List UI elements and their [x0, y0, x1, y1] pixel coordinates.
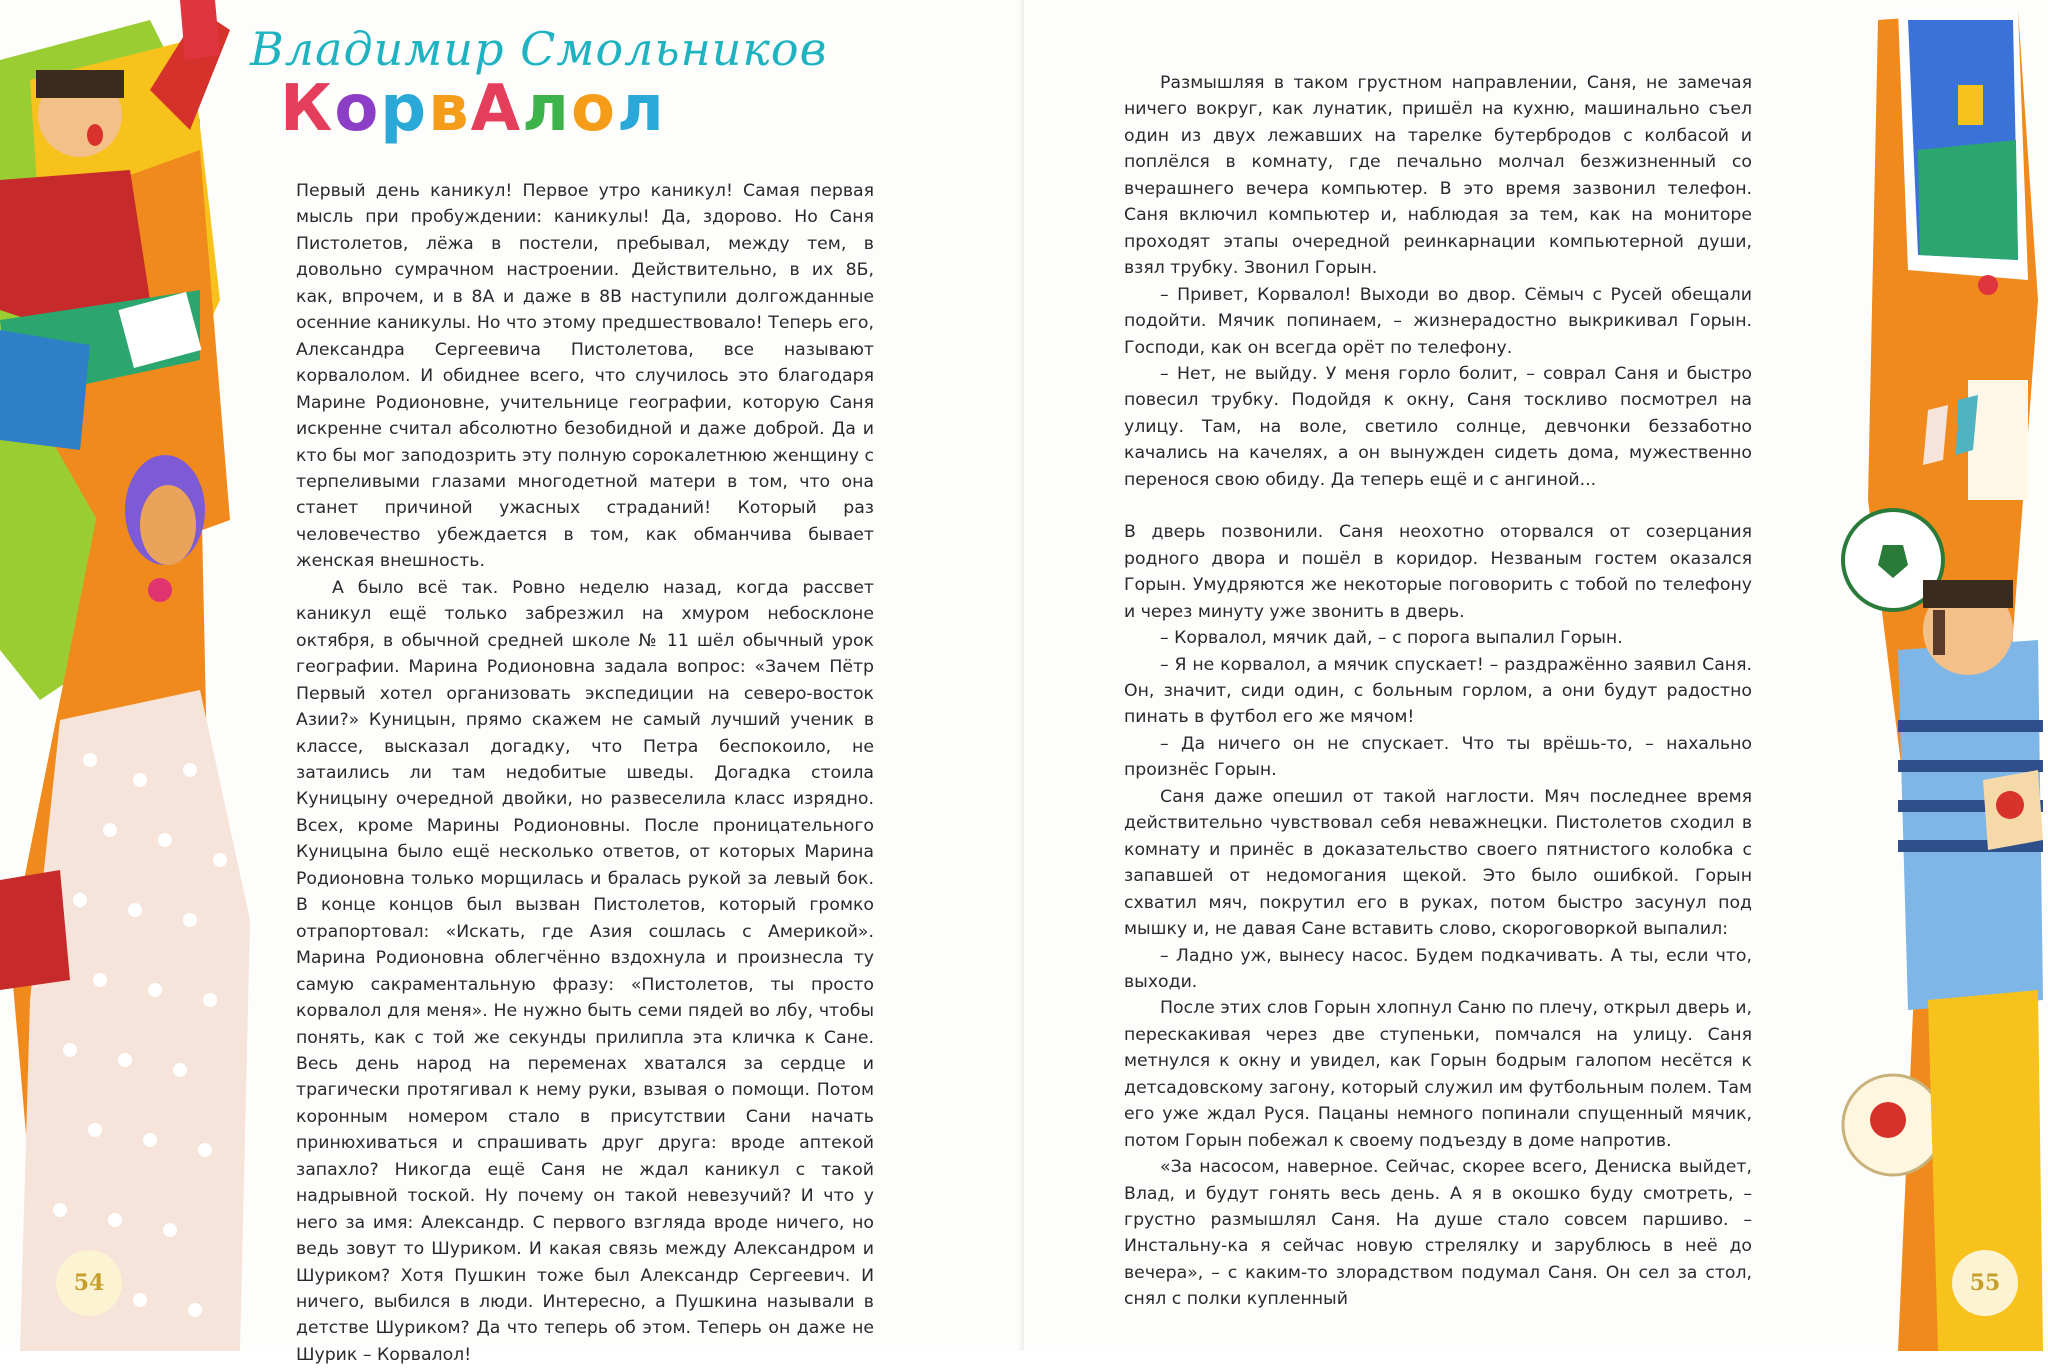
paragraph: Размышляя в таком грустном направлении, Саня, не замечая ничего вокруг, как лунатик, пришёл на кухню, машинально съел один из двух лежавших на тарелке бутербродов с колбасой и поплёлся в комнату, где печально молчал безжизненный со вчерашнего вечера компьютер. В это время зазвонил телефон. Саня включил компьютер и, наблюдая за тем, как на мониторе проходят этапы очередной реинкарнации компьютерной души, взял трубку. Звонил Горын. [1124, 73, 1752, 279]
red-book [0, 870, 70, 990]
title-letter: р [380, 72, 429, 146]
paragraph: Первый день каникул! Первое утро каникул! Самая первая мысль при пробуждении: каникулы! Да, здорово. Но Саня Пистолетов, лёжа в постели, пребывал, между тем, в довольно сумрачном настроении. Действительно, в их 8Б, как, впрочем, и в 8А и даже в 8В наступили долгожданные осенние каникулы. Но что этому предшествовало! Теперь его, Александра Сергеевича Пистолетова, все называют корвалолом. И обиднее всего, что случилось это благодаря Марине Родионовне, учительнице географии, которую Саня искренне считал абсолютно безобидной и даже доброй. Да и кто бы мог заподозрить эту полную сорокалетнюю женщину с терпеливыми глазами многодетной матери в том, что она станет причиной ужасных страданий! Который раз человечество убеждается в том, как обманчива бывает женская внешность. [296, 181, 874, 572]
title-letter: К [280, 72, 335, 146]
paragraph: – Да ничего он не спускает. Что ты врёшь-то, – нахально произнёс Горын. [1124, 733, 1752, 781]
right-page [1024, 0, 2048, 1351]
boy-hair-right [1923, 580, 2013, 608]
title-letter: л [522, 72, 571, 146]
left-illustration [0, 0, 260, 1351]
paragraph: – Привет, Корвалол! Выходи во двор. Сёмыч с Русей обещали подойти. Мячик попинаем, – жизнерадостно выкрикивал Горын. Господи, как он всегда орёт по телефону. [1124, 284, 1752, 358]
paragraph: В дверь позвонили. Саня неохотно оторвался от созерцания родного двора и пошёл в коридор. Незваным гостем оказался Горын. Умудряются же некоторые поговорить с тобой по телефону и через минуту уже звонить в дверь. [1124, 522, 1752, 622]
right-illustration [1838, 0, 2048, 1351]
teacher-mouth [148, 578, 172, 602]
phone-icon [1933, 610, 1945, 655]
boy-hair [36, 70, 124, 98]
boy-mouth [87, 124, 103, 146]
left-page [0, 0, 1024, 1365]
flower-icon [1978, 275, 1998, 295]
notebook-icon [0, 330, 90, 450]
title-letter: о [571, 72, 617, 146]
title-letter: о [334, 72, 381, 146]
title-letters [280, 72, 666, 146]
window-yard [1918, 140, 2018, 260]
paragraph: – Нет, не выйду. У меня горло болит, – соврал Саня и быстро повесил трубку. Подойдя к окну, Саня тоскливо посмотрел на улицу. Там, на воле, светило солнце, девчонки беззаботно качались на качелях, а он вынужден сидеть дома, мужественно перенося свою обиду. Да теперь ещё и с ангиной... [1124, 363, 1752, 490]
right-page-text [1124, 70, 1752, 1313]
page-number-left: 54 [56, 1250, 122, 1316]
paragraph: «За насосом, наверное. Сейчас, скорее всего, Дениска выйдет, Влад, и будут гонять весь день. А я в окошко буду смотреть, – грустно размышлял Саня. На душе стало совсем паршиво. – Инстальну-ка я сейчас новую стрелялку и зарублюсь в неё до вечера», – с каким-то злорадством подумал Саня. Он сел за стол, снял с полки купленный [1124, 1157, 1752, 1310]
hand-icon [180, 0, 220, 60]
paragraph: – Корвалол, мячик дай, – с порога выпалил Горын. [1160, 628, 1623, 649]
teacher-dress [20, 690, 250, 1351]
paragraph: После этих слов Горын хлопнул Саню по плечу, открыл дверь и, перескакивая через две ступеньки, помчался на улицу. Саня метнулся к окну и увидел, как Горын бодрым галопом несётся к детсадовскому загону, который служил им футбольным полем. Там его уже ждал Руся. Пацаны немного попинали спущенный мячик, потом Горын побежал к своему подъезду в доме напротив. [1124, 998, 1752, 1151]
paragraph: А было всё так. Ровно неделю назад, когда рассвет каникул ещё только забрезжил на хмуром небосклоне октября, в обычной средней школе № 11 шёл обычный урок географии. Марина Родионовна задала вопрос: «Зачем Пётр Первый хотел организовать экспедиции на северо-восток Азии?» Куницын, прямо скажем не самый лучший ученик в классе, высказал догадку, что Петра беспокоило, не затаились ли там недобитые шведы. Догадка стоила Куницыну очередной двойки, но развеселила класс изрядно. Всех, кроме Марины Родионовны. После проницательного Куницына было ещё несколько ответов, от которых Марина Родионовна только морщилась и бралась рукой за левый бок. В конце концов был вызван Пистолетов, который громко отрапортовал: «Искать, где Азия сошлась с Америкой». Марина Родионовна облегчённо вздохнула и произнесла ту самую сакраментальную фразу: «Пистолетов, ты просто корвалол для меня». Не нужно быть семи пядей во лбу, чтобы понять, как с той же секунды прилипла эта кличка к Сане. Весь день народ на переменах хватался за сердце и трагически протягивал к нему руки, взывая о помощи. Потом коронным номером стало в присутствии Сани начать принюхиваться и спрашивать друг друга: вроде аптекой запахло? Никогда ещё Саня не ждал каникул с такой надрывной тоской. Ну почему он такой невезучий? И что у него за имя: Александр. С первого взгляда вроде ничего, но ведь зовут то Шуриком. И какая связь между Александром и Шуриком? Хотя Пушкин тоже был Александр Сергеевич. И ничего, выбился в люди. Интересно, а Пушкина называли в детстве Шуриком? Да что теперь об этом. Теперь он даже не Шурик – Корвалол! [296, 577, 874, 1365]
title-letter: А [470, 72, 523, 146]
paragraph: – Я не корвалол, а мячик спускает! – раздражённо заявил Саня. Он, значит, сиди один, с больным горлом, а они будут радостно пинать в футбол его же мячом! [1124, 654, 1752, 728]
title-letter: л [616, 72, 666, 146]
story-title [280, 72, 666, 146]
paragraph: Саня даже опешил от такой наглости. Мяч последнее время действительно чувствовал себя неважнецки. Пистолетов сходил в комнату и принёс в доказательство своего пятнистого колобка с запавшей от недомогания щекой. Это было ошибкой. Горын схватил мяч, покрутил его в руках, потом быстро засунул под мышку и, не давая Сане вставить слово, скороговоркой выпалил: [1124, 786, 1752, 940]
swing-icon [1958, 85, 1983, 125]
paragraph: – Ладно уж, вынесу насос. Будем подкачивать. А ты, если что, выходи. [1124, 945, 1752, 992]
page-number-right: 55 [1952, 1250, 2018, 1316]
left-page-text [296, 178, 874, 1368]
teacher-face [140, 485, 196, 565]
title-letter: в [428, 72, 471, 146]
author-name: Владимир Смольников [250, 22, 828, 76]
